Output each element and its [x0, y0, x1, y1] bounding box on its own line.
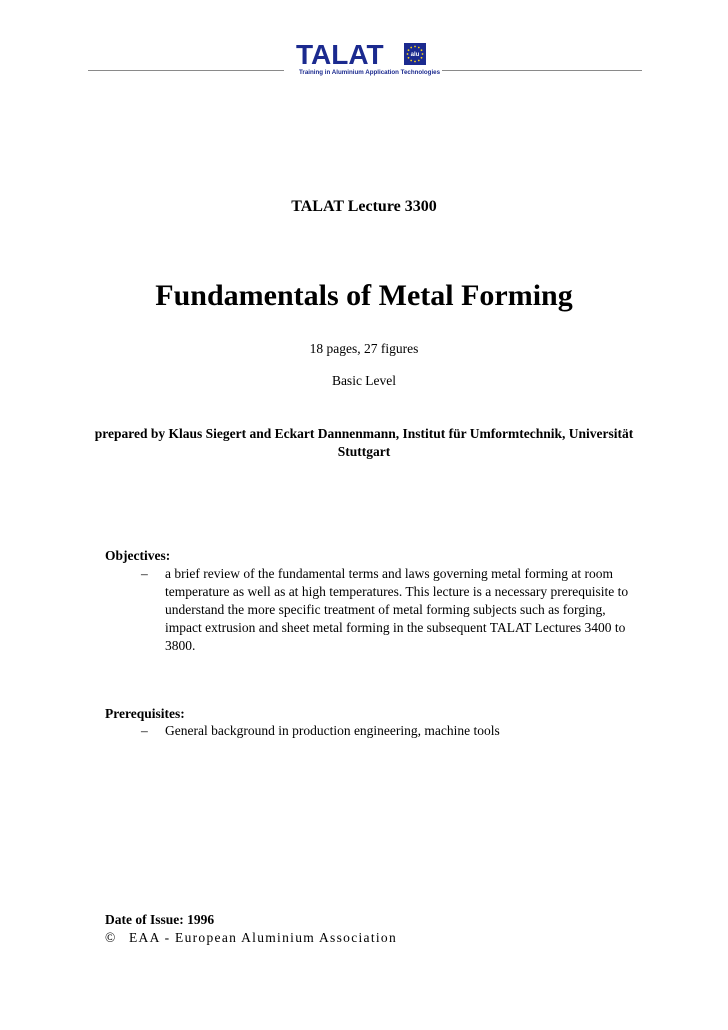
talat-logo — [296, 39, 441, 79]
objectives-item-text: a brief review of the fundamental terms and laws governing metal forming at room temperature as well as at high temperatures. This lecture is a necessary prerequisite to understand the more specific treatment of metal forming subjects such as forging, impact extrusion and sheet metal forming in the subsequent TALAT Lectures 3400 to 3800. — [165, 566, 629, 653]
copyright-symbol: © — [105, 930, 116, 945]
prerequisites-item-text: General background in production engineering, machine tools — [165, 723, 500, 738]
page-title: Fundamentals of Metal Forming — [155, 279, 573, 312]
pages-info: 18 pages, 27 figures — [309, 341, 419, 356]
copyright-text: EAA - European Aluminium Association — [129, 930, 398, 945]
bullet-dash: – — [141, 723, 148, 738]
header-rule-right — [442, 70, 642, 71]
prerequisites-item — [105, 722, 645, 742]
prerequisites-heading: Prerequisites: — [105, 706, 185, 721]
lecture-label: TALAT Lecture 3300 — [291, 198, 437, 215]
header-rule-left — [88, 70, 284, 71]
logo-flag-text: alu — [410, 52, 420, 58]
eu-flag-icon — [404, 43, 426, 65]
copyright-line — [105, 930, 397, 946]
logo-tagline: Training in Aluminium Application Technologies — [299, 69, 441, 76]
level-label: Basic Level — [331, 373, 397, 388]
objectives-item — [105, 565, 645, 665]
date-of-issue: Date of Issue: 1996 — [105, 912, 215, 927]
objectives-heading: Objectives: — [105, 548, 171, 563]
prepared-by: prepared by Klaus Siegert and Eckart Dannenmann, Institut für Umformtechnik, Universität Stuttgart — [94, 426, 634, 459]
bullet-dash: – — [141, 566, 148, 581]
logo-word: TALAT — [296, 39, 384, 70]
